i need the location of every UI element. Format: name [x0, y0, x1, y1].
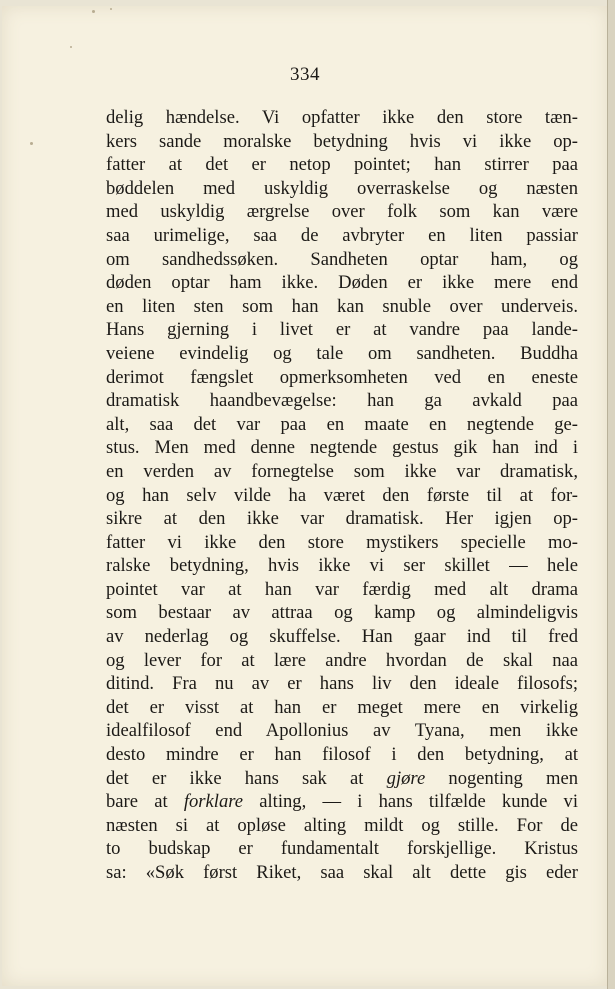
text-line: en liten sten som han kan snuble over underveis.	[106, 295, 578, 317]
emphasis-forklare: forklare	[183, 791, 244, 813]
text-line: ditind. Fra nu av er hans liv den ideale filosofs;	[106, 673, 578, 695]
text-line: det er ikke hans sak at gjøre nogenting men	[106, 767, 578, 789]
text-line: som bestaar av attraa og kamp og almindeligvis	[106, 602, 578, 624]
text-line: fatter vi ikke den store mystikers specielle mo-	[106, 531, 578, 553]
paper-speck	[30, 142, 33, 145]
text-line: idealfilosof end Apollonius av Tyana, men ikke	[106, 720, 578, 742]
text-line: døden optar ham ikke. Døden er ikke mere end	[106, 272, 578, 294]
paper-speck	[70, 46, 72, 48]
text-line: delig hændelse. Vi opfatter ikke den store tæn-	[106, 107, 578, 128]
text-line: en verden av fornegtelse som ikke var dramatisk,	[106, 460, 578, 482]
text-line: pointet var at han var færdig med alt drama	[106, 578, 578, 600]
text-line: det er visst at han er meget mere en virkelig	[106, 696, 578, 718]
page-edge	[607, 0, 615, 989]
body-text	[106, 106, 578, 885]
text-line: to budskap er fundamentalt forskjellige. Kristus	[106, 838, 578, 860]
text-line: stus. Men med denne negtende gestus gik han ind i	[106, 437, 578, 459]
text-line: og lever for at lære andre hvordan de skal naa	[106, 649, 578, 671]
text-line: desto mindre er han filosof i den betydning, at	[106, 744, 578, 766]
text-line: av nederlag og skuffelse. Han gaar ind til fred	[106, 626, 578, 648]
text-line: dramatisk haandbevægelse: han ga avkald paa	[106, 390, 578, 412]
text-line: og han selv vilde ha været den første til at for-	[106, 484, 578, 506]
text-line: kers sande moralske betydning hvis vi ikke op-	[106, 130, 578, 152]
paper-speck	[110, 8, 112, 10]
page-number: 334	[290, 64, 320, 85]
text-line: om sandhedssøken. Sandheten optar ham, og	[106, 248, 578, 270]
text-line: Hans gjerning i livet er at vandre paa lande-	[106, 319, 578, 341]
text-line: alt, saa det var paa en maate en negtende ge-	[106, 413, 578, 435]
text-line: sikre at den ikke var dramatisk. Her igjen op-	[106, 508, 578, 530]
text-line: bøddelen med uskyldig overraskelse og næsten	[106, 177, 578, 199]
text-line: ralske betydning, hvis ikke vi ser skillet — hele	[106, 555, 578, 577]
text-line: næsten si at opløse alting mildt og stille. For de	[106, 814, 578, 836]
emphasis-gjore: gjøre	[386, 767, 426, 789]
text-line: med uskyldig ærgrelse over folk som kan være	[106, 201, 578, 223]
book-page	[2, 6, 608, 986]
text-line: fatter at det er netop pointet; han stirrer paa	[106, 154, 578, 176]
text-line: saa urimelige, saa de avbryter en liten passiar	[106, 224, 578, 246]
text-line: sa: «Søk først Riket, saa skal alt dette gis eder	[106, 862, 578, 883]
text-line: bare at forklare alting, — i hans tilfælde kunde vi	[106, 791, 578, 813]
text-line: derimot fængslet opmerksomheten ved en eneste	[106, 366, 578, 388]
text-line: veiene evindelig og tale om sandheten. Buddha	[106, 342, 578, 364]
paper-speck	[92, 10, 95, 13]
